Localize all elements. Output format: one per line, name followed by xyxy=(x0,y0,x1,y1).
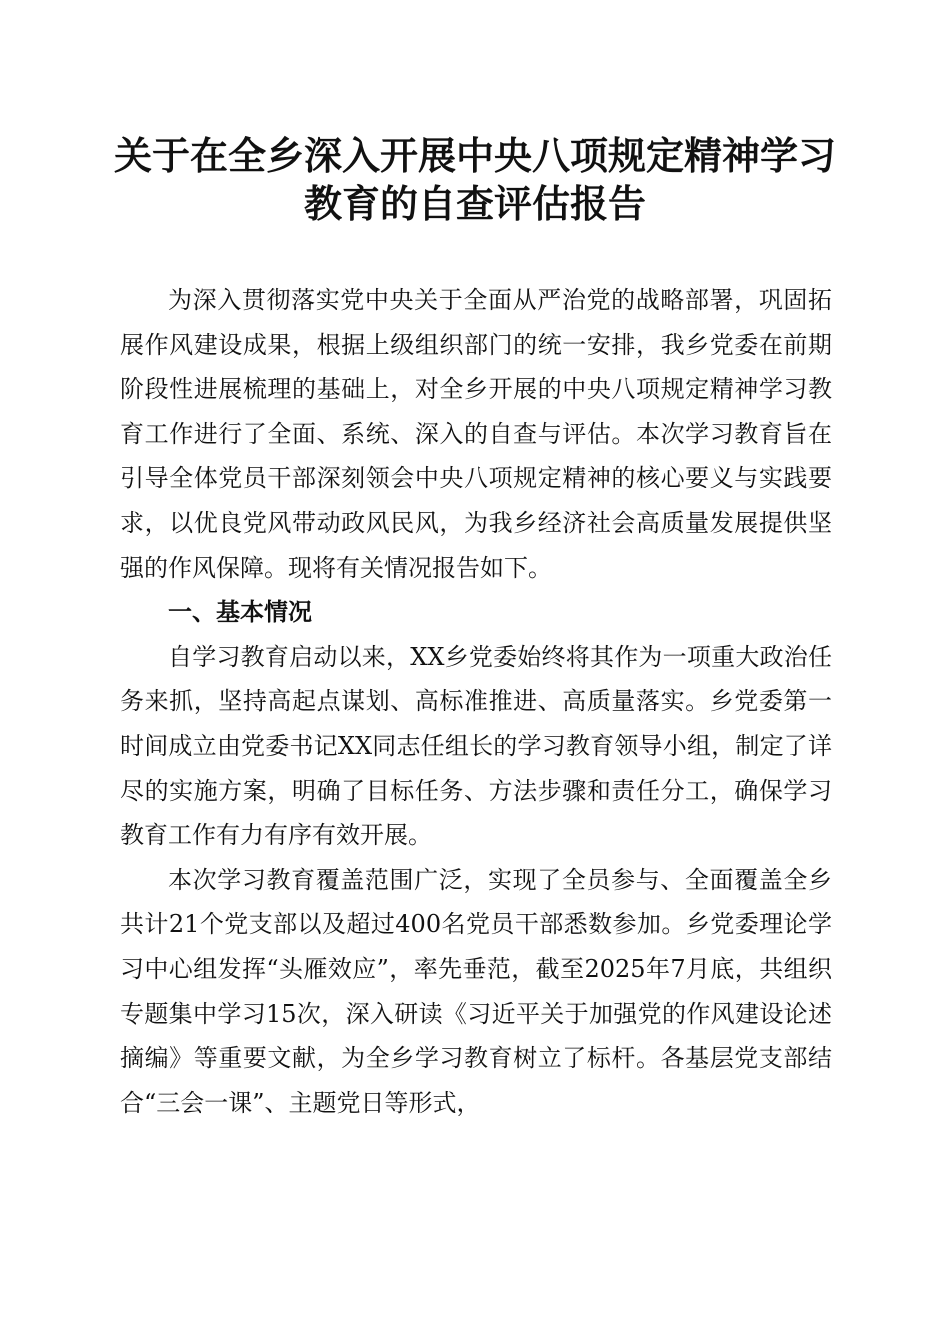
section-heading-basic-situation: 一、基本情况 xyxy=(168,598,312,627)
intro-paragraph: 为深入贯彻落实党中央关于全面从严治党的战略部署，巩固拓展作风建设成果，根据上级组织部门的统一安排，我乡党委在前期阶段性进展梳理的基础上，对全乡开展的中央八项规定精神学习教育工作进行了全面、系统、深入的自查与评估。本次学习教育旨在引导全体党员干部深刻领会中央八项规定精神的核心要义与实践要求，以优良党风带动政风民风，为我乡经济社会高质量发展提供坚强的作风保障。现将有关情况报告如下。 xyxy=(120,286,832,582)
section1-paragraph-1: 自学习教育启动以来，XX乡党委始终将其作为一项重大政治任务来抓，坚持高起点谋划、高标准推进、高质量落实。乡党委第一时间成立由党委书记XX同志任组长的学习教育领导小组，制定了详尽的实施方案，明确了目标任务、方法步骤和责任分工，确保学习教育工作有力有序有效开展。 xyxy=(120,642,832,850)
document-title: 关于在全乡深入开展中央八项规定精神学习教育的自查评估报告 xyxy=(113,133,836,226)
document-body xyxy=(120,278,832,1125)
section1-paragraph-2: 本次学习教育覆盖范围广泛，实现了全员参与、全面覆盖全乡共计21个党支部以及超过400名党员干部悉数参加。乡党委理论学习中心组发挥“头雁效应”，率先垂范，截至2025年7月底，共组织专题集中学习15次，深入研读《习近平关于加强党的作风建设论述摘编》等重要文献，为全乡学习教育树立了标杆。各基层党支部结合“三会一课”、主题党日等形式， xyxy=(120,865,832,1117)
